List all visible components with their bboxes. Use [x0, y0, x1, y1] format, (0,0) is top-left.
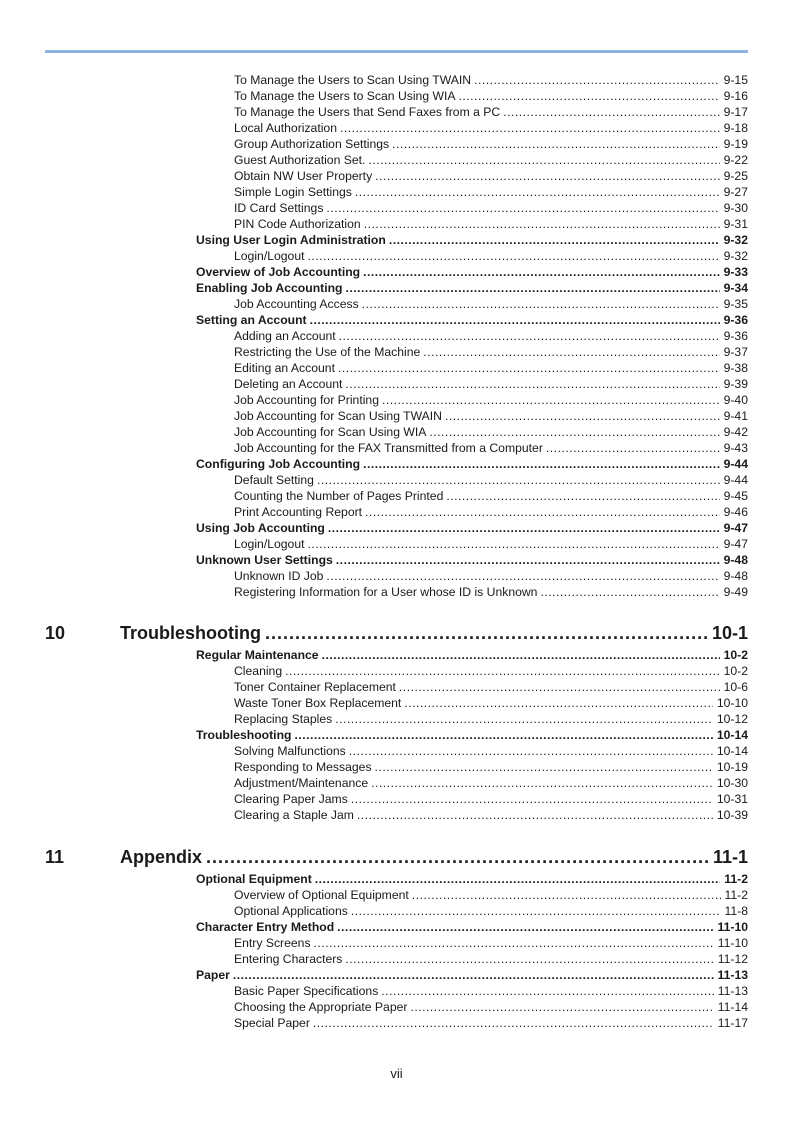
dot-leader — [335, 711, 713, 727]
toc-entry-page: 11-13 — [717, 984, 748, 998]
toc-entry-page: 9-40 — [723, 393, 748, 407]
toc-section-optional-equipment[interactable] — [196, 871, 748, 887]
toc-subsection-entering-characters[interactable] — [234, 951, 748, 967]
toc-chapter-troubleshooting[interactable] — [45, 621, 748, 645]
toc-entry-title: Paper — [196, 968, 230, 982]
toc-entry-page: 9-49 — [723, 585, 748, 599]
dot-leader — [375, 168, 719, 184]
toc-entry-page: 9-47 — [723, 521, 748, 535]
toc-entry-page: 10-31 — [716, 792, 748, 806]
toc-entry-title: Job Accounting for Scan Using WIA — [234, 425, 427, 439]
toc-entry-page: 11-14 — [717, 1000, 748, 1014]
toc-entry-page: 9-42 — [723, 425, 748, 439]
toc-entry-title: Using Job Accounting — [196, 521, 325, 535]
toc-entry-page: 9-48 — [723, 569, 748, 583]
toc-entry-page: 9-36 — [723, 313, 748, 327]
toc-entry-page: 11-8 — [724, 904, 748, 918]
toc-subsection-group-authorization-settings[interactable] — [234, 136, 748, 152]
toc-entry-title: Overview of Job Accounting — [196, 265, 361, 279]
toc-entry-page: 9-44 — [723, 457, 748, 471]
toc-entry-page: 9-31 — [723, 217, 748, 231]
toc-entry-title: ID Card Settings — [234, 201, 324, 215]
dot-leader — [349, 743, 713, 759]
dot-leader — [364, 216, 720, 232]
toc-entry-title: Job Accounting Access — [234, 297, 359, 311]
toc-subsection-counting-the-number-of-pages-printed[interactable] — [234, 488, 748, 504]
toc-entry-title: Login/Logout — [234, 537, 305, 551]
toc-section-setting-an-account[interactable] — [196, 312, 748, 328]
dot-leader — [337, 919, 713, 935]
toc-subsection-to-manage-the-users-to-scan-using-wia[interactable] — [234, 88, 748, 104]
toc-section-overview-of-job-accounting[interactable] — [196, 264, 748, 280]
chapter-title: Appendix — [120, 847, 203, 867]
toc-entry-title: Guest Authorization Set. — [234, 153, 366, 167]
toc-subsection-responding-to-messages[interactable] — [234, 759, 748, 775]
toc-entry-title: Group Authorization Settings — [234, 137, 390, 151]
chapter-page: 10-1 — [711, 623, 748, 643]
toc-entry-title: Character Entry Method — [196, 920, 335, 934]
dot-leader — [362, 296, 720, 312]
toc-subsection-clearing-a-staple-jam[interactable] — [234, 807, 748, 823]
toc-entry-page: 11-12 — [717, 952, 748, 966]
page-number: vii — [390, 1066, 403, 1081]
toc-entry-page: 11-13 — [717, 968, 748, 982]
toc-entry-title: Cleaning — [234, 664, 283, 678]
toc-subsection-choosing-the-appropriate-paper[interactable] — [234, 999, 748, 1015]
toc-entry-page: 11-2 — [724, 872, 748, 886]
toc-entry-title: Unknown ID Job — [234, 569, 324, 583]
toc-subsection-obtain-nw-user-property[interactable] — [234, 168, 748, 184]
toc-subsection-special-paper[interactable] — [234, 1015, 748, 1031]
toc-entry-title: Editing an Account — [234, 361, 335, 375]
dot-leader — [404, 695, 713, 711]
toc-entry-title: Adding an Account — [234, 329, 336, 343]
dot-leader — [355, 184, 720, 200]
toc-entry-title: Deleting an Account — [234, 377, 343, 391]
dot-leader — [540, 584, 719, 600]
toc-subsection-login-logout[interactable] — [234, 248, 748, 264]
dot-leader — [345, 376, 719, 392]
toc-subsection-id-card-settings[interactable] — [234, 200, 748, 216]
toc-entry-page: 10-14 — [716, 728, 748, 742]
toc-entry-title: Toner Container Replacement — [234, 680, 396, 694]
toc-subsection-job-accounting-for-scan-using-wia[interactable] — [234, 424, 748, 440]
toc-subsection-solving-malfunctions[interactable] — [234, 743, 748, 759]
dot-leader — [340, 120, 720, 136]
toc-subsection-local-authorization[interactable] — [234, 120, 748, 136]
toc-subsection-toner-container-replacement[interactable] — [234, 679, 748, 695]
toc-entry-page: 10-12 — [716, 712, 748, 726]
toc-entry-page: 9-47 — [723, 537, 748, 551]
toc-entry-title: Login/Logout — [234, 249, 305, 263]
dot-leader — [322, 647, 720, 663]
toc-entry-page: 9-36 — [723, 329, 748, 343]
toc-entry-title: To Manage the Users to Scan Using TWAIN — [234, 73, 472, 87]
dot-leader — [336, 552, 720, 568]
toc-subsection-job-accounting-for-the-fax-transmitted-from-a-computer[interactable] — [234, 440, 748, 456]
dot-leader — [392, 136, 719, 152]
toc-section-enabling-job-accounting[interactable] — [196, 280, 748, 296]
dot-leader — [381, 983, 713, 999]
chapter-number: 10 — [45, 623, 66, 643]
toc-entry-title: Regular Maintenance — [196, 648, 319, 662]
toc-entry-page: 9-15 — [723, 73, 748, 87]
toc-entry-title: Basic Paper Specifications — [234, 984, 379, 998]
toc-subsection-clearing-paper-jams[interactable] — [234, 791, 748, 807]
toc-subsection-print-accounting-report[interactable] — [234, 504, 748, 520]
toc-entry-page: 9-43 — [723, 441, 748, 455]
toc-entry-page: 9-34 — [723, 281, 748, 295]
dot-leader — [315, 871, 720, 887]
dot-leader — [459, 88, 720, 104]
dot-leader — [326, 200, 719, 216]
toc-entry-title: Restricting the Use of the Machine — [234, 345, 421, 359]
toc-subsection-waste-toner-box-replacement[interactable] — [234, 695, 748, 711]
toc-entry-title: Replacing Staples — [234, 712, 333, 726]
toc-entry-page: 9-25 — [723, 169, 748, 183]
chapter-page: 11-1 — [712, 847, 748, 867]
toc-subsection-job-accounting-for-scan-using-twain[interactable] — [234, 408, 748, 424]
toc-entry-title: Troubleshooting — [196, 728, 292, 742]
dot-leader — [328, 520, 720, 536]
dot-leader — [339, 328, 720, 344]
chapter-title: Troubleshooting — [120, 623, 261, 643]
toc-section-unknown-user-settings[interactable] — [196, 552, 748, 568]
dot-leader — [365, 504, 720, 520]
dot-leader — [503, 104, 719, 120]
toc-entry-title: Overview of Optional Equipment — [234, 888, 409, 902]
toc-entry-page: 11-10 — [717, 920, 748, 934]
chapter-number: 11 — [45, 847, 65, 867]
toc-entry-title: Local Authorization — [234, 121, 337, 135]
toc-subsection-overview-of-optional-equipment[interactable] — [234, 887, 748, 903]
toc-entry-page: 11-17 — [717, 1016, 748, 1030]
toc-entry-title: Configuring Job Accounting — [196, 457, 361, 471]
toc-entry-title: Simple Login Settings — [234, 185, 352, 199]
toc-entry-title: Registering Information for a User whose ID is Unknown — [234, 585, 538, 599]
dot-leader — [474, 72, 720, 88]
dot-leader — [351, 903, 721, 919]
dot-leader — [423, 344, 719, 360]
toc-entry-page: 9-45 — [723, 489, 748, 503]
dot-leader — [363, 456, 720, 472]
toc-entry-title: Waste Toner Box Replacement — [234, 696, 402, 710]
toc-entry-page: 9-37 — [723, 345, 748, 359]
toc-section-using-user-login-administration[interactable] — [196, 232, 748, 248]
toc-entry-title: Obtain NW User Property — [234, 169, 373, 183]
dot-leader — [338, 360, 720, 376]
toc-entry-page: 9-22 — [723, 153, 748, 167]
toc-subsection-deleting-an-account[interactable] — [234, 376, 748, 392]
toc-entry-title: PIN Code Authorization — [234, 217, 361, 231]
toc-section-troubleshooting[interactable] — [196, 727, 748, 743]
dot-leader — [310, 312, 720, 328]
toc-entry-page: 10-2 — [723, 648, 748, 662]
toc-subsection-guest-authorization-set[interactable] — [234, 152, 748, 168]
toc-entry-title: Counting the Number of Pages Printed — [234, 489, 444, 503]
toc-entry-page: 9-48 — [723, 553, 748, 567]
dot-leader — [351, 791, 713, 807]
dot-leader — [389, 232, 720, 248]
dot-leader — [399, 679, 720, 695]
dot-leader — [446, 488, 719, 504]
toc-subsection-restricting-the-use-of-the-machine[interactable] — [234, 344, 748, 360]
toc-entry-title: Clearing Paper Jams — [234, 792, 348, 806]
toc-section-character-entry-method[interactable] — [196, 919, 748, 935]
toc-subsection-to-manage-the-users-that-send-faxes-from-a-pc[interactable] — [234, 104, 748, 120]
toc-entry-title: Default Setting — [234, 473, 314, 487]
header-rule — [45, 50, 748, 53]
toc-subsection-entry-screens[interactable] — [234, 935, 748, 951]
dot-leader — [233, 967, 714, 983]
dot-leader — [363, 264, 719, 280]
dot-leader — [307, 536, 719, 552]
toc-entry-page: 9-33 — [723, 265, 748, 279]
toc-subsection-simple-login-settings[interactable] — [234, 184, 748, 200]
dot-leader — [206, 845, 709, 869]
toc-section-regular-maintenance[interactable] — [196, 647, 748, 663]
toc-section-configuring-job-accounting[interactable] — [196, 456, 748, 472]
dot-leader — [345, 951, 713, 967]
toc-section-paper[interactable] — [196, 967, 748, 983]
toc-entry-page: 9-27 — [723, 185, 748, 199]
toc-chapter-appendix[interactable] — [45, 845, 748, 869]
toc-subsection-default-setting[interactable] — [234, 472, 748, 488]
dot-leader — [345, 280, 719, 296]
toc-entry-page: 10-14 — [716, 744, 748, 758]
toc-entry-title: Print Accounting Report — [234, 505, 363, 519]
toc-subsection-unknown-id-job[interactable] — [234, 568, 748, 584]
toc-subsection-basic-paper-specifications[interactable] — [234, 983, 748, 999]
dot-leader — [375, 759, 713, 775]
toc-entry-page: 9-18 — [723, 121, 748, 135]
toc-subsection-editing-an-account[interactable] — [234, 360, 748, 376]
toc-entry-page: 11-10 — [717, 936, 748, 950]
toc-entry-page: 9-41 — [723, 409, 748, 423]
toc-subsection-replacing-staples[interactable] — [234, 711, 748, 727]
toc-entry-page: 9-16 — [723, 89, 748, 103]
toc-entry-title: Solving Malfunctions — [234, 744, 346, 758]
dot-leader — [546, 440, 720, 456]
toc-entry-title: Job Accounting for Printing — [234, 393, 379, 407]
toc-entry-page: 10-39 — [716, 808, 748, 822]
dot-leader — [294, 727, 712, 743]
dot-leader — [382, 392, 720, 408]
toc-entry-title: Unknown User Settings — [196, 553, 333, 567]
toc-entry-page: 9-30 — [723, 201, 748, 215]
toc-entry-title: Using User Login Administration — [196, 233, 386, 247]
toc-entry-page: 10-6 — [723, 680, 748, 694]
dot-leader — [412, 887, 721, 903]
dot-leader — [368, 152, 719, 168]
toc-entry-page: 9-44 — [723, 473, 748, 487]
toc-subsection-optional-applications[interactable] — [234, 903, 748, 919]
toc-entry-title: Job Accounting for Scan Using TWAIN — [234, 409, 442, 423]
toc-entry-title: Clearing a Staple Jam — [234, 808, 354, 822]
dot-leader — [285, 663, 719, 679]
toc-entry-title: Responding to Messages — [234, 760, 372, 774]
toc-entry-title: Optional Equipment — [196, 872, 312, 886]
toc-entry-title: Enabling Job Accounting — [196, 281, 343, 295]
toc-subsection-job-accounting-access[interactable] — [234, 296, 748, 312]
toc-entry-page: 9-32 — [723, 233, 748, 247]
toc-entry-title: To Manage the Users that Send Faxes from a PC — [234, 105, 501, 119]
toc-entry-title: Special Paper — [234, 1016, 310, 1030]
toc-subsection-cleaning[interactable] — [234, 663, 748, 679]
dot-leader — [371, 775, 713, 791]
toc-entry-page: 9-46 — [723, 505, 748, 519]
dot-leader — [410, 999, 713, 1015]
dot-leader — [357, 807, 713, 823]
dot-leader — [317, 472, 720, 488]
dot-leader — [326, 568, 719, 584]
toc-entry-page: 10-30 — [716, 776, 748, 790]
toc-subsection-to-manage-the-users-to-scan-using-twain[interactable] — [234, 72, 748, 88]
dot-leader — [445, 408, 720, 424]
toc-subsection-adding-an-account[interactable] — [234, 328, 748, 344]
toc-entry-page: 9-35 — [723, 297, 748, 311]
dot-leader — [313, 1015, 714, 1031]
toc-entry-page: 10-19 — [716, 760, 748, 774]
toc-entry-page: 10-10 — [716, 696, 748, 710]
toc-entry-page: 9-17 — [723, 105, 748, 119]
toc-subsection-login-logout[interactable] — [234, 536, 748, 552]
toc-entry-title: Entry Screens — [234, 936, 311, 950]
toc-entry-page: 9-39 — [723, 377, 748, 391]
toc-entry-page: 9-38 — [723, 361, 748, 375]
dot-leader — [265, 621, 708, 645]
toc-entry-title: Setting an Account — [196, 313, 307, 327]
toc-entry-page: 9-32 — [723, 249, 748, 263]
toc-subsection-registering-information-for-a-user-whose-id-is-unknown[interactable] — [234, 584, 748, 600]
toc-entry-page: 9-19 — [723, 137, 748, 151]
toc-entry-title: Adjustment/Maintenance — [234, 776, 369, 790]
toc-entry-title: Optional Applications — [234, 904, 348, 918]
toc-entry-title: To Manage the Users to Scan Using WIA — [234, 89, 456, 103]
dot-leader — [314, 935, 714, 951]
toc-entry-page: 11-2 — [724, 888, 748, 902]
toc-entry-title: Entering Characters — [234, 952, 343, 966]
dot-leader — [307, 248, 719, 264]
toc-subsection-job-accounting-for-printing[interactable] — [234, 392, 748, 408]
toc-entry-title: Choosing the Appropriate Paper — [234, 1000, 408, 1014]
dot-leader — [429, 424, 719, 440]
toc-section-using-job-accounting[interactable] — [196, 520, 748, 536]
toc-subsection-pin-code-authorization[interactable] — [234, 216, 748, 232]
toc-entry-page: 10-2 — [723, 664, 748, 678]
toc-entry-title: Job Accounting for the FAX Transmitted from a Computer — [234, 441, 543, 455]
toc-subsection-adjustment-maintenance[interactable] — [234, 775, 748, 791]
